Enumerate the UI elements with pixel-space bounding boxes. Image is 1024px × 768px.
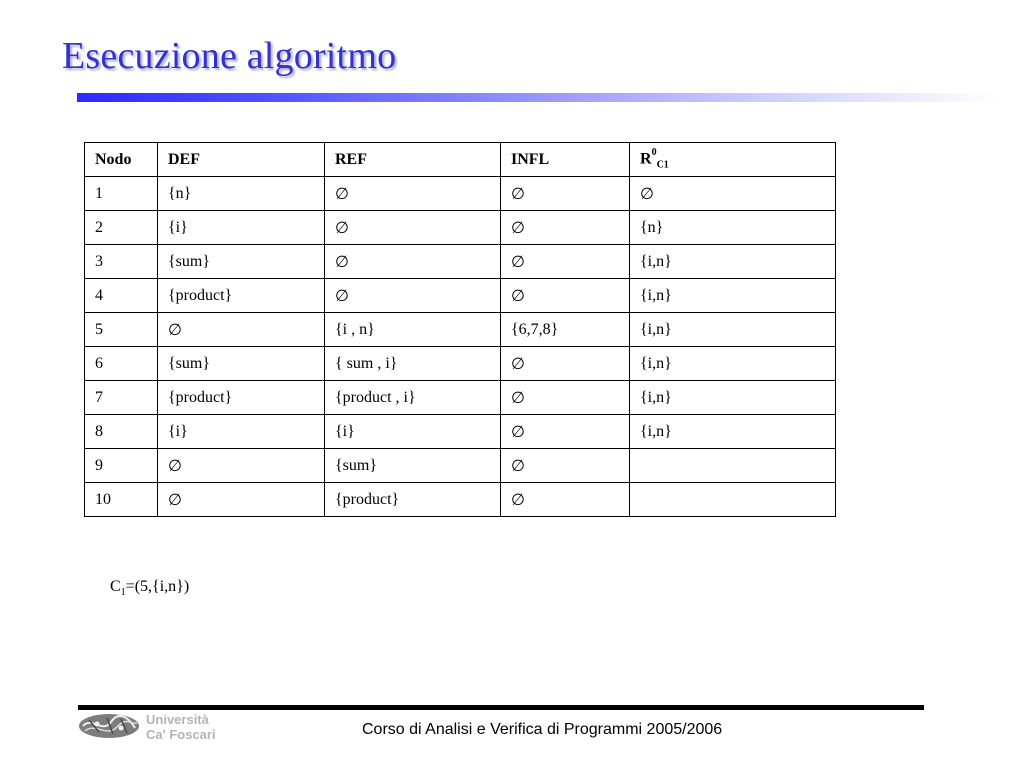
cell-nodo: 4 <box>85 279 158 313</box>
cell-nodo: 7 <box>85 381 158 415</box>
header-r-base: R <box>640 150 652 168</box>
cell-infl: ∅ <box>501 483 630 517</box>
cell-ref: ∅ <box>325 211 501 245</box>
course-footer: Corso di Analisi e Verifica di Programmi 2005/2006 <box>362 721 723 738</box>
c1-base: C <box>110 578 121 595</box>
cell-infl: {6,7,8} <box>501 313 630 347</box>
table-header-row <box>85 143 836 177</box>
cell-nodo: 6 <box>85 347 158 381</box>
cell-def: ∅ <box>158 449 325 483</box>
header-infl: INFL <box>501 143 630 177</box>
cell-nodo: 3 <box>85 245 158 279</box>
cell-r <box>630 449 836 483</box>
header-r-superscript: 0 <box>651 146 657 158</box>
university-name-line2: Ca' Foscari <box>146 727 216 742</box>
table-row <box>85 415 836 449</box>
cell-r: ∅ <box>630 177 836 211</box>
cell-ref: ∅ <box>325 279 501 313</box>
cell-nodo: 10 <box>85 483 158 517</box>
cell-ref: { sum , i} <box>325 347 501 381</box>
cell-r: {i,n} <box>630 381 836 415</box>
cell-def: {i} <box>158 211 325 245</box>
header-def: DEF <box>158 143 325 177</box>
cell-r: {i,n} <box>630 245 836 279</box>
table-row <box>85 483 836 517</box>
cell-ref: {i , n} <box>325 313 501 347</box>
title-underline-bar <box>77 93 997 102</box>
cell-ref: {sum} <box>325 449 501 483</box>
header-r-c1 <box>630 143 836 177</box>
header-ref: REF <box>325 143 501 177</box>
cell-def: {product} <box>158 381 325 415</box>
cell-def: ∅ <box>158 313 325 347</box>
cell-def: {product} <box>158 279 325 313</box>
table-row <box>85 245 836 279</box>
cell-def: {sum} <box>158 245 325 279</box>
algorithm-table <box>84 142 836 517</box>
header-r-subscript: C1 <box>656 159 669 171</box>
university-name-line1: Università <box>146 712 209 727</box>
cell-infl: ∅ <box>501 177 630 211</box>
cell-infl: ∅ <box>501 415 630 449</box>
cell-ref: ∅ <box>325 177 501 211</box>
cell-ref: {product , i} <box>325 381 501 415</box>
table-row <box>85 347 836 381</box>
cell-nodo: 5 <box>85 313 158 347</box>
cell-def: {n} <box>158 177 325 211</box>
cell-nodo: 8 <box>85 415 158 449</box>
cell-infl: ∅ <box>501 279 630 313</box>
cell-r: {i,n} <box>630 313 836 347</box>
cell-infl: ∅ <box>501 381 630 415</box>
cell-infl: ∅ <box>501 245 630 279</box>
c1-subscript: 1 <box>120 587 126 599</box>
header-nodo: Nodo <box>85 143 158 177</box>
cell-nodo: 2 <box>85 211 158 245</box>
table-body <box>85 177 836 517</box>
cell-r: {n} <box>630 211 836 245</box>
cell-def: ∅ <box>158 483 325 517</box>
table-row <box>85 381 836 415</box>
table-row <box>85 313 836 347</box>
footer-rule <box>78 705 924 710</box>
cell-nodo: 9 <box>85 449 158 483</box>
cell-ref: {product} <box>325 483 501 517</box>
cell-r: {i,n} <box>630 415 836 449</box>
table-row <box>85 449 836 483</box>
table-row <box>85 177 836 211</box>
cell-r: {i,n} <box>630 347 836 381</box>
cell-r <box>630 483 836 517</box>
c1-value: =(5,{i,n}) <box>125 578 190 595</box>
cell-infl: ∅ <box>501 449 630 483</box>
cell-infl: ∅ <box>501 211 630 245</box>
cell-def: {sum} <box>158 347 325 381</box>
c1-definition <box>110 578 189 598</box>
cell-r: {i,n} <box>630 279 836 313</box>
university-name <box>146 712 216 742</box>
university-emblem-icon <box>77 712 141 745</box>
table-row <box>85 279 836 313</box>
cell-ref: ∅ <box>325 245 501 279</box>
cell-infl: ∅ <box>501 347 630 381</box>
cell-nodo: 1 <box>85 177 158 211</box>
slide-title: Esecuzione algoritmo <box>62 35 397 77</box>
cell-ref: {i} <box>325 415 501 449</box>
cell-def: {i} <box>158 415 325 449</box>
table-row <box>85 211 836 245</box>
